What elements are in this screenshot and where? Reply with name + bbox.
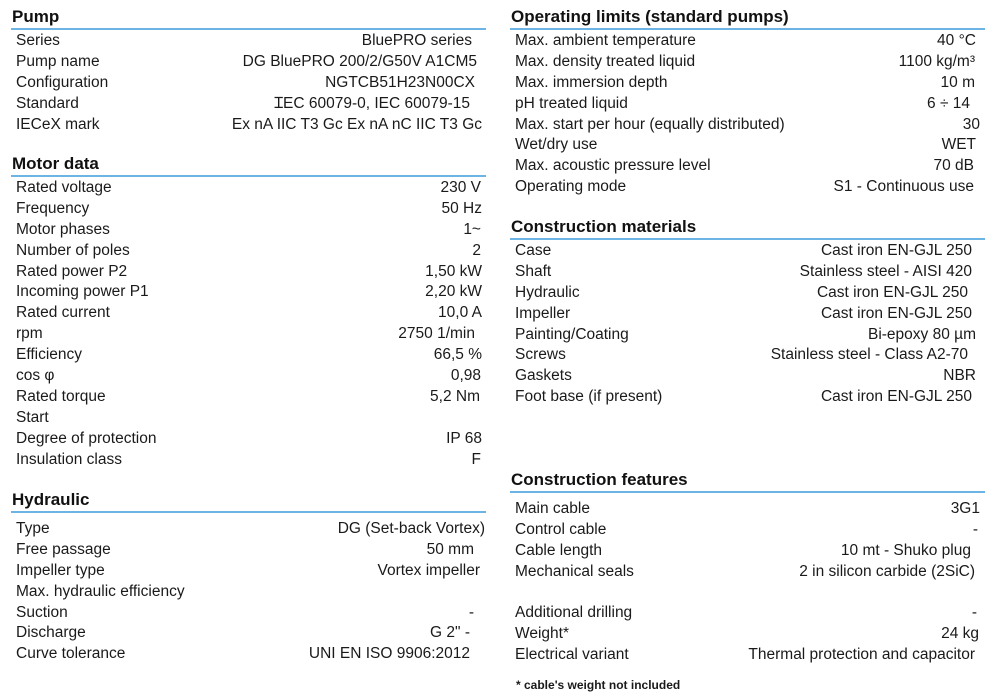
spec-row — [510, 177, 985, 198]
spec-label: Painting/Coating — [515, 325, 629, 343]
spec-label: Start — [16, 408, 49, 426]
spec-value: 1~ — [463, 220, 481, 238]
spec-label: Control cable — [515, 520, 607, 538]
spec-row — [11, 52, 486, 73]
spec-row — [510, 366, 985, 387]
spec-row — [510, 135, 985, 156]
motor-data-rows — [11, 178, 486, 470]
spec-row — [11, 324, 486, 345]
spec-label: Rated power P2 — [16, 262, 128, 280]
spec-row — [11, 178, 486, 199]
spec-value: 0,98 — [450, 367, 481, 385]
spec-label: Suction — [16, 603, 68, 621]
spec-label: Additional drilling — [515, 604, 633, 622]
spec-label: Wet/dry use — [515, 136, 598, 154]
section-title-motor-data: Motor data — [12, 154, 99, 173]
spec-label: Max. density treated liquid — [515, 52, 696, 70]
spec-label: Foot base (if present) — [515, 388, 663, 406]
spec-row — [510, 283, 985, 304]
spec-row — [510, 31, 985, 52]
spec-value: S1 - Continuous use — [833, 178, 974, 196]
spec-label: Incoming power P1 — [16, 283, 149, 301]
spec-row — [11, 366, 486, 387]
spec-value: 40 °C — [937, 32, 976, 49]
spec-row — [510, 115, 985, 136]
spec-value: 2750 1/min — [398, 325, 475, 343]
spec-row — [510, 520, 985, 541]
pump-rows — [11, 31, 486, 135]
spec-row — [510, 94, 985, 115]
spec-label: Main cable — [515, 500, 590, 517]
spec-value: 6 ÷ 14 — [927, 94, 970, 112]
spec-value: 3G1 — [950, 500, 980, 517]
spec-row — [510, 603, 985, 624]
spec-row — [11, 540, 486, 561]
spec-value: 66,5 % — [433, 346, 482, 364]
spec-row — [11, 73, 486, 94]
spec-row — [11, 408, 486, 429]
spec-row — [510, 583, 985, 604]
construction-features-rows — [510, 499, 985, 666]
spec-row — [510, 645, 985, 666]
spec-label: Rated voltage — [16, 179, 112, 196]
spec-label: Gaskets — [515, 367, 572, 385]
spec-label: Cable length — [515, 541, 603, 559]
spec-row — [11, 303, 486, 324]
section-title-construction-materials: Construction materials — [511, 217, 697, 236]
spec-row — [510, 624, 985, 645]
spec-row — [11, 262, 486, 283]
spec-label: Max. hydraulic efficiency — [16, 582, 185, 600]
spec-value: 10 mt - Shuko plug — [840, 541, 971, 559]
spec-row — [510, 73, 985, 94]
weight-footnote: * cable's weight not included — [516, 678, 681, 692]
spec-label: rpm — [16, 325, 43, 343]
spec-row — [11, 519, 486, 540]
spec-label: Type — [16, 520, 50, 537]
section-title-operating-limits: Operating limits (standard pumps) — [511, 7, 789, 26]
spec-row — [510, 52, 985, 73]
spec-label: Hydraulic — [515, 283, 580, 301]
spec-value: 1,50 kW — [425, 262, 482, 280]
spec-row — [11, 345, 486, 366]
spec-value: Cast iron EN-GJL 250 — [820, 242, 972, 259]
section-divider — [11, 28, 486, 30]
spec-value: 10,0 A — [438, 304, 482, 322]
construction-materials-rows — [510, 241, 985, 408]
section-divider — [11, 511, 486, 513]
spec-value: NBR — [943, 367, 976, 385]
spec-value: UNI EN ISO 9906:2012 — [308, 645, 470, 663]
spec-value: Cast iron EN-GJL 250 — [816, 283, 968, 301]
spec-value: DG (Set-back Vortex) — [337, 520, 485, 537]
spec-value: 1100 kg/m³ — [898, 52, 975, 70]
spec-value: DG BluePRO 200/2/G50V A1CM5 — [242, 52, 477, 70]
spec-value: IP 68 — [446, 429, 482, 447]
spec-label: Rated current — [16, 304, 110, 322]
spec-label: Screws — [515, 346, 566, 364]
spec-row — [510, 304, 985, 325]
spec-label: Max. ambient temperature — [515, 32, 696, 49]
spec-row — [11, 282, 486, 303]
spec-value: Stainless steel - Class A2-70 — [770, 346, 968, 364]
spec-label: Insulation class — [16, 450, 122, 468]
spec-value: G 2" - — [430, 624, 470, 642]
spec-value: 2 — [472, 241, 481, 259]
spec-label: Free passage — [16, 540, 111, 558]
spec-row — [11, 450, 486, 471]
section-hydraulic — [11, 490, 486, 665]
hydraulic-rows — [11, 519, 486, 665]
spec-row — [510, 541, 985, 562]
spec-label: Number of poles — [16, 241, 130, 259]
spec-value: NGTCB51H23N00CX — [325, 73, 475, 91]
spec-value: 10 m — [940, 73, 975, 91]
spec-row — [11, 220, 486, 241]
spec-label: Motor phases — [16, 220, 110, 238]
section-title-pump: Pump — [12, 7, 60, 26]
spec-label: Impeller — [515, 304, 571, 322]
section-divider — [510, 238, 985, 240]
spec-value: 5,2 Nm — [430, 387, 480, 405]
spec-value: 2 in silicon carbide (2SiC) — [799, 562, 975, 580]
spec-row — [11, 387, 486, 408]
spec-label: Series — [16, 32, 60, 49]
spec-value: 70 dB — [933, 157, 974, 175]
spec-row — [11, 31, 486, 52]
spec-label: Mechanical seals — [515, 562, 634, 580]
spec-label: Shaft — [515, 262, 552, 280]
spec-row — [510, 262, 985, 283]
spec-value: 24 kg — [941, 625, 979, 643]
spec-value: F — [471, 450, 481, 468]
spec-row — [11, 241, 486, 262]
section-divider — [510, 491, 985, 493]
spec-value: 2,20 kW — [425, 283, 482, 301]
section-divider — [510, 28, 985, 30]
spec-row — [11, 603, 486, 624]
spec-label: Curve tolerance — [16, 645, 126, 663]
spec-label: Rated torque — [16, 387, 106, 405]
spec-row — [11, 561, 486, 582]
spec-row — [11, 94, 486, 115]
spec-value: Cast iron EN-GJL 250 — [820, 304, 972, 322]
spec-row — [11, 115, 486, 136]
spec-value: 30 — [962, 115, 980, 133]
spec-row — [510, 387, 985, 408]
spec-value: Vortex impeller — [377, 561, 480, 579]
spec-value: WET — [941, 136, 976, 154]
spec-label: Efficiency — [16, 346, 83, 364]
spec-value: 50 Hz — [441, 199, 482, 217]
section-pump — [11, 7, 486, 135]
spec-label: cos φ — [16, 367, 55, 385]
spec-label: Standard — [16, 94, 79, 112]
spec-row — [510, 345, 985, 366]
section-divider — [11, 175, 486, 177]
spec-label: Max. start per hour (equally distributed) — [515, 115, 785, 133]
spec-row — [11, 623, 486, 644]
spec-row — [11, 429, 486, 450]
section-construction-features — [510, 470, 985, 666]
spec-label: pH treated liquid — [515, 94, 628, 112]
section-operating-limits — [510, 7, 985, 198]
spec-label: Max. immersion depth — [515, 73, 668, 91]
spec-label: Degree of protection — [16, 429, 157, 447]
spec-value: - — [468, 603, 474, 621]
spec-row — [11, 644, 486, 665]
spec-value: Ex nA IIC T3 Gc Ex nA nC IIC T3 Gc — [231, 115, 482, 133]
spec-label: Frequency — [16, 199, 90, 217]
spec-label: Operating mode — [515, 178, 627, 196]
spec-value: BluePRO series — [361, 32, 472, 49]
spec-value: - — [971, 604, 977, 622]
section-construction-materials — [510, 217, 985, 408]
spec-label: Impeller type — [16, 561, 105, 579]
section-motor-data — [11, 154, 486, 470]
spec-value: - — [972, 520, 978, 538]
spec-value: 50 mm — [426, 540, 474, 558]
spec-value: Cast iron EN-GJL 250 — [820, 388, 972, 406]
spec-row — [11, 199, 486, 220]
spec-label: IECeX mark — [16, 115, 100, 133]
spec-row — [510, 325, 985, 346]
spec-value: 230 V — [440, 179, 481, 196]
spec-label: Weight* — [515, 625, 569, 643]
spec-row — [510, 156, 985, 177]
spec-row — [510, 241, 985, 262]
spec-label: Electrical variant — [515, 646, 629, 664]
section-title-hydraulic: Hydraulic — [12, 490, 90, 509]
spec-label: Max. acoustic pressure level — [515, 157, 711, 175]
operating-limits-rows — [510, 31, 985, 198]
spec-value: Bi-epoxy 80 µm — [867, 325, 976, 343]
spec-label: Pump name — [16, 52, 100, 70]
spec-value: Thermal protection and capacitor — [748, 646, 975, 664]
spec-label: Configuration — [16, 73, 109, 91]
spec-row — [11, 582, 486, 603]
spec-label: Discharge — [16, 624, 86, 642]
spec-value: ꞮEC 60079-0, IEC 60079-15 — [274, 94, 470, 112]
spec-row — [510, 562, 985, 583]
section-title-construction-features: Construction features — [511, 470, 688, 489]
spec-label: Case — [515, 242, 552, 259]
spec-value: Stainless steel - AISI 420 — [799, 262, 972, 280]
spec-row — [510, 499, 985, 520]
